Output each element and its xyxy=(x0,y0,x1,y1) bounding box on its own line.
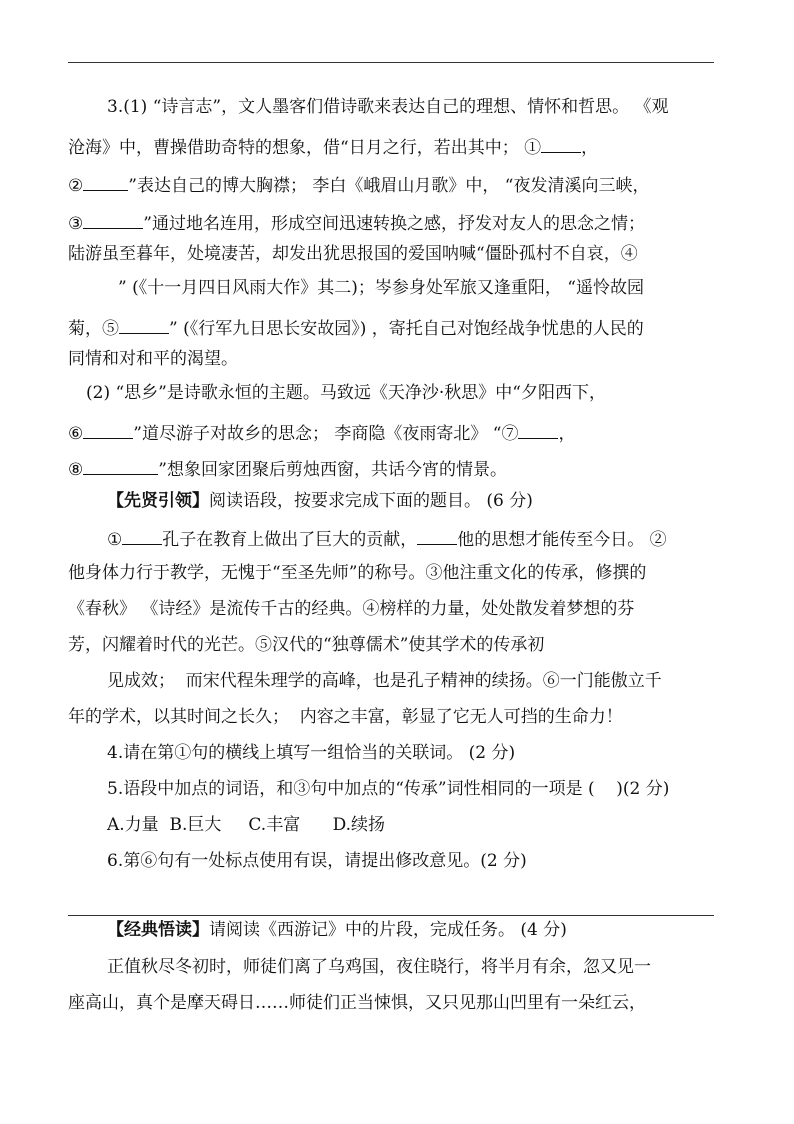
q3-line-10-end: ， xyxy=(558,424,576,444)
blank-1[interactable] xyxy=(541,134,581,153)
reading-p6: 年的学术，以其时间之长久； 内容之丰富，彰显了它无人可挡的生命力！ xyxy=(68,707,623,727)
q3-line-6: ” (《十一月四日风雨大作》其二)；岑参身处军旅又逢重阳， “遥怜故园 xyxy=(118,278,644,298)
q3-line-11-text: ”想象回家团聚后剪烛西窗，共话今宵的情景。 xyxy=(158,460,507,480)
classic-header-title: 【经典悟读】 xyxy=(107,920,209,940)
q3-line-7 xyxy=(68,315,644,340)
reading-p3: 《春秋》 《诗经》是流传千古的经典。④榜样的力量，处处散发着梦想的芬 xyxy=(68,599,635,619)
blank-2[interactable] xyxy=(83,172,128,191)
reading-p5: 见成效； 而宋代程朱理学的高峰，也是孔子精神的续扬。⑥一门能傲立千 xyxy=(107,671,662,691)
q3-line-5: 陆游虽至暮年，处境凄苦，却发出犹思报国的爱国呐喊“僵卧孤村不自哀，④ xyxy=(68,244,638,264)
blank-6[interactable] xyxy=(83,420,133,439)
reading-header-instruction: 阅读语段，按要求完成下面的题目。 (6 分) xyxy=(209,491,533,511)
question-6: 6.第⑥句有一处标点使用有误，请提出修改意见。(2 分) xyxy=(107,851,527,871)
reading-header xyxy=(107,490,533,512)
q3-line-2-end: ， xyxy=(581,138,599,158)
q3-line-11 xyxy=(68,456,507,481)
q3-line-4-mark: ③ xyxy=(68,214,84,234)
blank-5[interactable] xyxy=(119,315,169,334)
question-5: 5.语段中加点的词语，和③句中加点的“传承”词性相同的一项是 ( )(2 分) xyxy=(107,779,670,799)
blank-3[interactable] xyxy=(83,210,143,229)
blank-conj-1[interactable] xyxy=(122,526,162,545)
q3-line-9: (2) “思乡”是诗歌永恒的主题。马致远《天净沙·秋思》中“夕阳西下， xyxy=(86,383,606,403)
reading-p1-mark: ① xyxy=(107,530,123,550)
classic-p2: 座高山，真个是摩天碍日……师徒们正当悚惧，又只见那山凹里有一朵红云， xyxy=(68,993,646,1013)
reading-p4: 芳，闪耀着时代的光芒。⑤汉代的“独尊儒术”使其学术的传承初 xyxy=(68,635,545,655)
question-5-options: A.力量 B.巨大 C.丰富 D.续扬 xyxy=(107,815,386,835)
q3-line-4 xyxy=(68,210,645,235)
blank-7[interactable] xyxy=(518,420,558,439)
q3-line-10-text: ”道尽游子对故乡的思念； 李商隐《夜雨寄北》 “⑦ xyxy=(133,424,519,444)
reading-p1 xyxy=(107,526,667,551)
reading-p1-text: 孔子在教育上做出了巨大的贡献， xyxy=(162,530,418,550)
blank-conj-2[interactable] xyxy=(417,526,457,545)
q3-line-7-text: ” (《行军九日思长安故园》) ，寄托自己对饱经战争忧患的人民的 xyxy=(169,319,644,339)
reading-header-title: 【先贤引领】 xyxy=(107,491,209,511)
reading-p2: 他身体力行于教学，无愧于“至圣先师”的称号。③他注重文化的传承，修撰的 xyxy=(68,563,647,583)
q3-line-10-mark: ⑥ xyxy=(68,424,84,444)
blank-8[interactable] xyxy=(83,456,158,475)
q3-line-2 xyxy=(68,134,598,159)
q3-line-3-text: ”表达自己的博大胸襟； 李白《峨眉山月歌》中， “夜发清溪向三峡， xyxy=(128,176,650,196)
q3-line-11-mark: ⑧ xyxy=(68,460,84,480)
q3-line-3-mark: ② xyxy=(68,176,84,196)
classic-p1: 正值秋尽冬初时，师徒们离了乌鸡国，夜住晓行，将半月有余，忽又见一 xyxy=(107,957,651,977)
q3-line-3 xyxy=(68,172,649,197)
classic-header-instruction: 请阅读《西游记》中的片段，完成任务。 (4 分) xyxy=(209,920,567,940)
reading-p1-end: 他的思想才能传至今日。 ② xyxy=(457,530,667,550)
section-divider xyxy=(68,915,714,916)
classic-header xyxy=(107,919,567,941)
q3-line-1: 3.(1) “诗言志”，文人墨客们借诗歌来表达自己的理想、情怀和哲思。 《观 xyxy=(107,97,669,117)
q3-line-8: 同情和对和平的渴望。 xyxy=(68,349,238,369)
question-4: 4.请在第①句的横线上填写一组恰当的关联词。 (2 分) xyxy=(107,743,516,763)
q3-line-10 xyxy=(68,420,575,445)
q3-line-7-mark: 菊，⑤ xyxy=(68,319,119,339)
q3-line-4-text: ”通过地名连用，形成空间迅速转换之感，抒发对友人的思念之情； xyxy=(143,214,645,234)
top-rule xyxy=(68,62,714,63)
q3-line-2-text: 沧海》中，曹操借助奇特的想象，借“日月之行，若出其中； ① xyxy=(68,138,542,158)
